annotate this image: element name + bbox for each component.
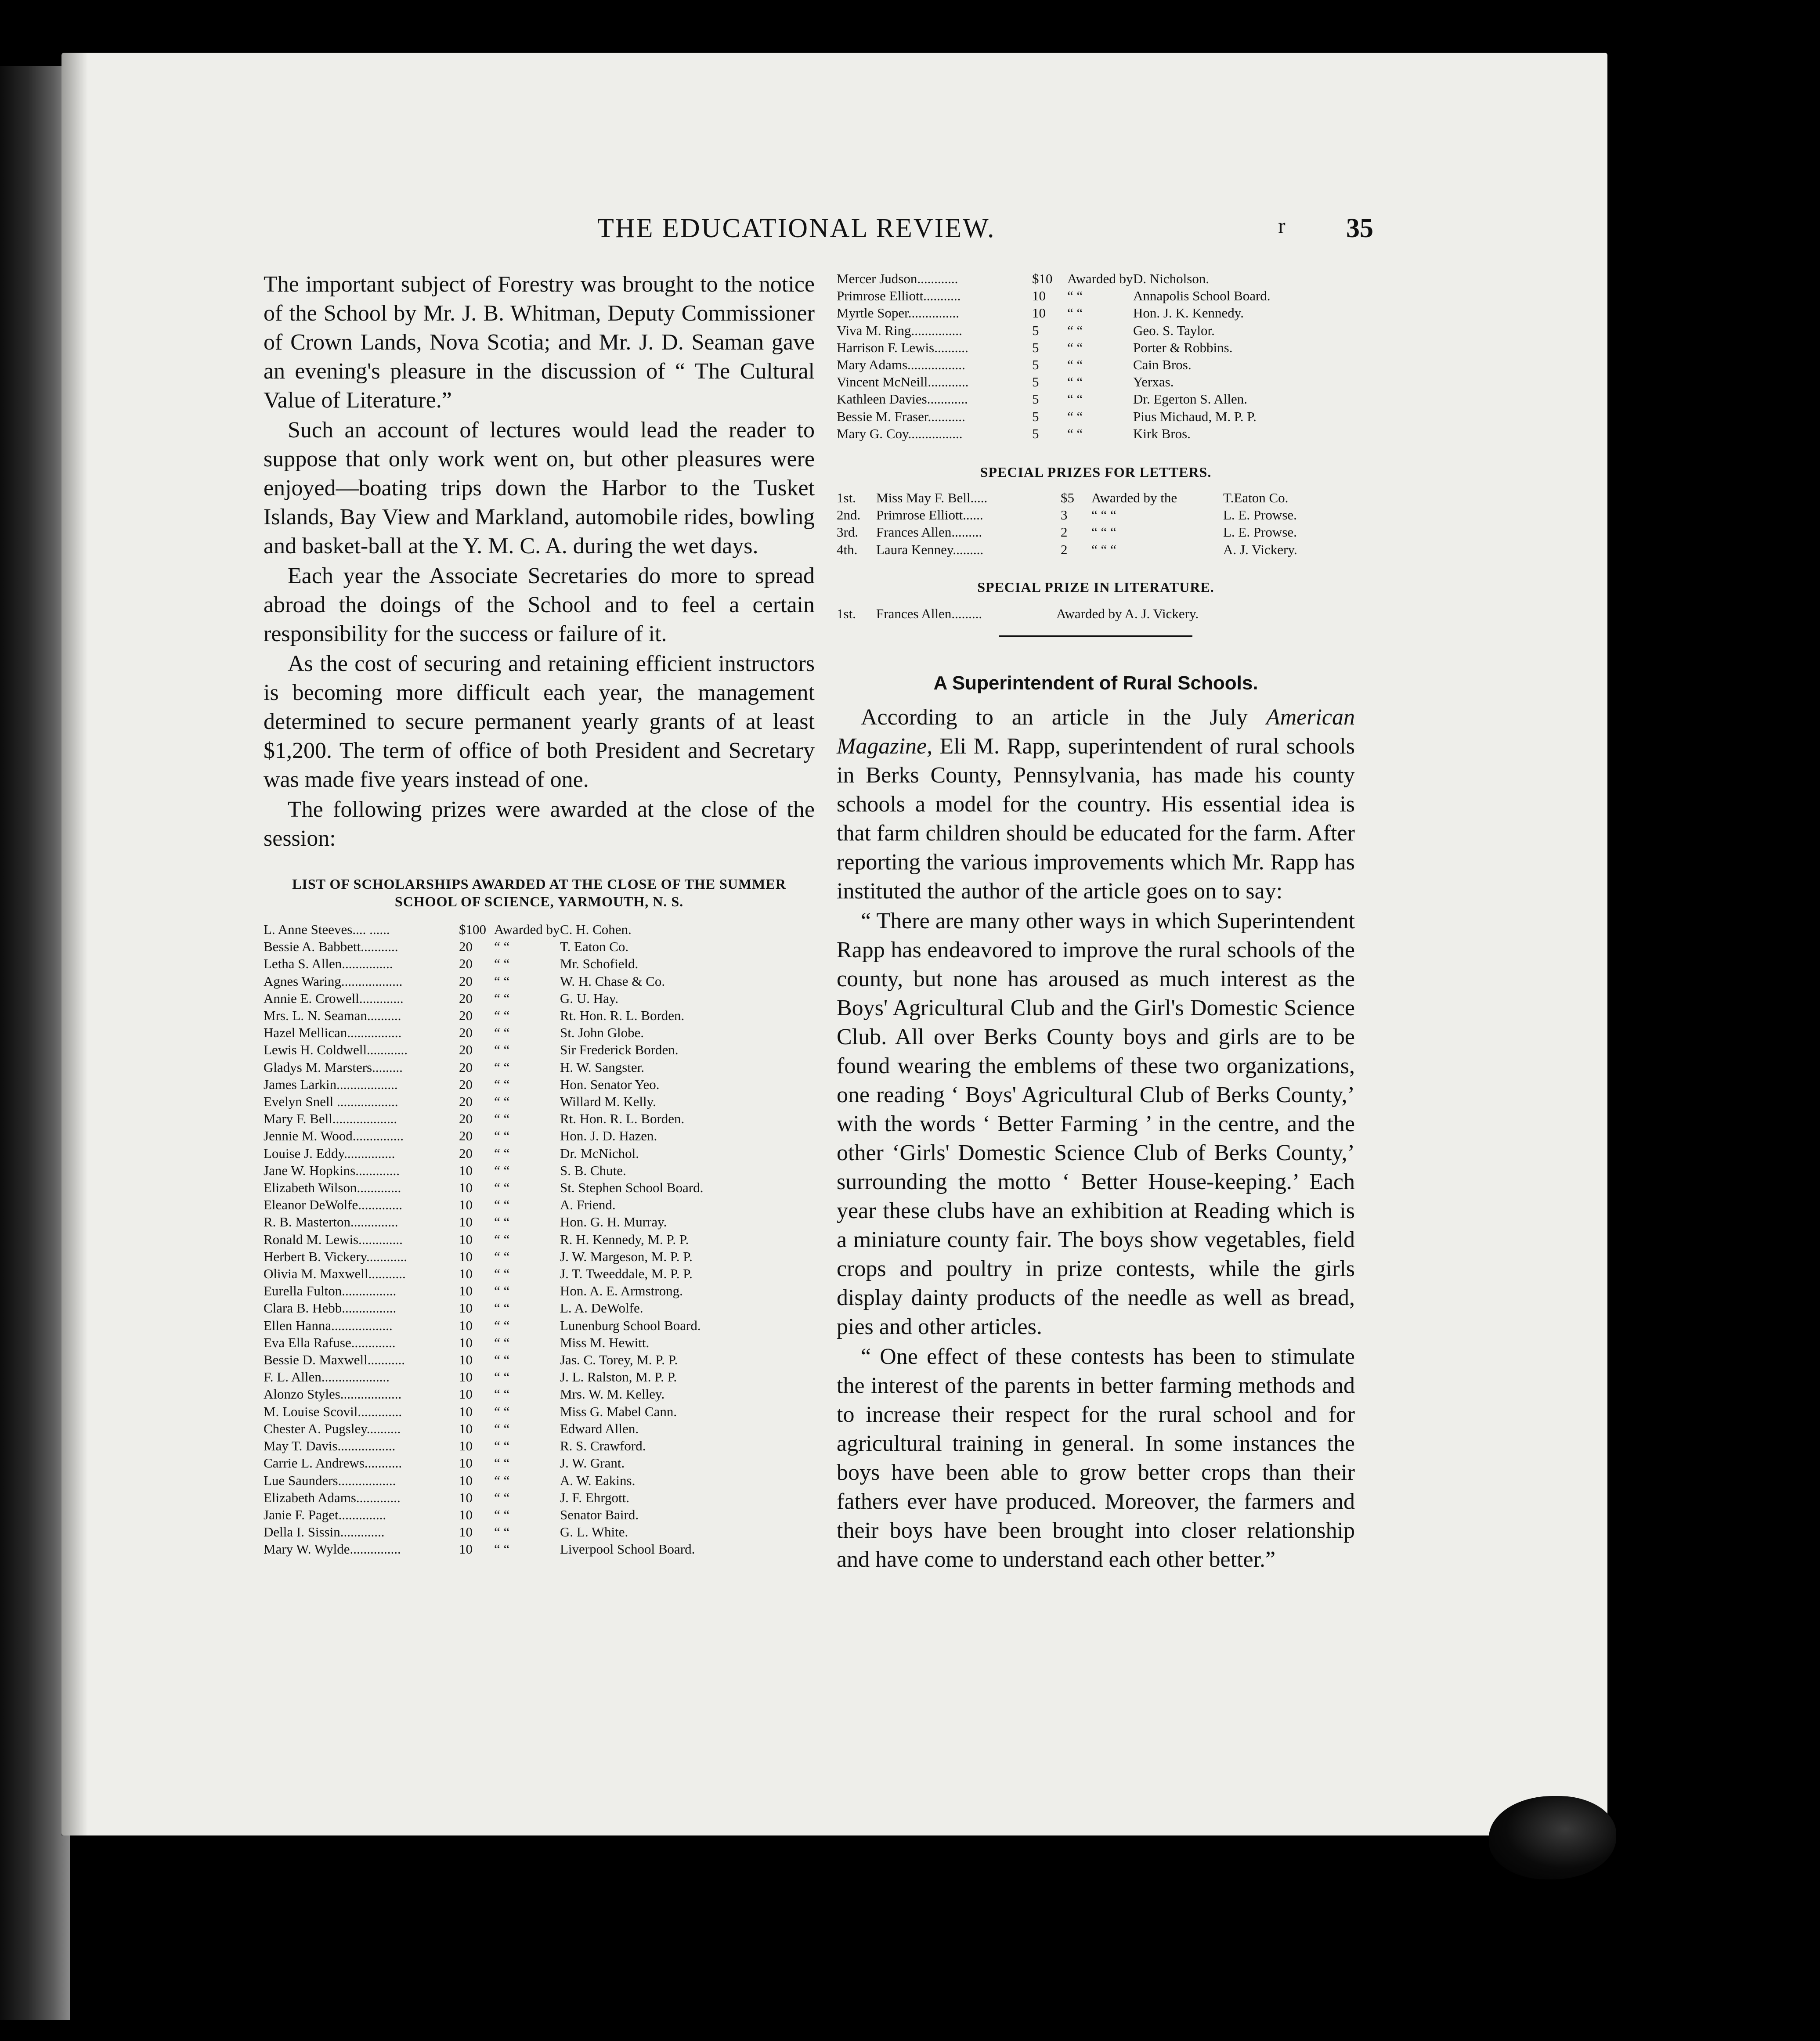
recipient-name: Primrose Elliott........... bbox=[837, 288, 961, 304]
recipient-name: Evelyn Snell .................. bbox=[264, 1094, 398, 1110]
recipient-name: Mary Adams................. bbox=[837, 357, 965, 373]
donor-name: Jas. C. Torey, M. P. P. bbox=[560, 1352, 678, 1368]
prize-amount: 10 bbox=[459, 1507, 473, 1522]
recipient-name: Primrose Elliott...... bbox=[876, 507, 983, 523]
list-item bbox=[264, 1179, 771, 1196]
recipient-name: Lewis H. Coldwell............ bbox=[264, 1042, 408, 1058]
recipient-name: James Larkin.................. bbox=[264, 1076, 398, 1092]
prize-amount: 20 bbox=[459, 939, 473, 955]
donor-name: Hon. J. K. Kennedy. bbox=[1133, 305, 1244, 321]
list-item bbox=[264, 1540, 771, 1558]
awarded-by: “ “ bbox=[1067, 391, 1083, 407]
prize-amount: 10 bbox=[459, 1369, 473, 1385]
awarded-by: “ “ bbox=[494, 973, 510, 989]
list-item bbox=[264, 1403, 771, 1420]
section-divider bbox=[999, 635, 1192, 637]
awarded-by: “ “ “ bbox=[1091, 507, 1116, 523]
recipient-name: Ellen Hanna.................. bbox=[264, 1317, 393, 1333]
list-item bbox=[837, 506, 1355, 523]
prize-amount: $5 bbox=[1061, 490, 1074, 506]
list-item bbox=[837, 356, 1344, 373]
donor-name: L. A. DeWolfe. bbox=[560, 1300, 643, 1316]
literature-heading: SPECIAL PRIZE IN LITERATURE. bbox=[977, 579, 1214, 595]
left-column bbox=[264, 270, 815, 1558]
donor-name: Rt. Hon. R. L. Borden. bbox=[560, 1111, 685, 1127]
awarded-by: “ “ bbox=[494, 1197, 510, 1213]
list-item bbox=[264, 1076, 771, 1093]
list-item bbox=[264, 1265, 771, 1282]
list-item bbox=[264, 1041, 771, 1058]
donor-name: Yerxas. bbox=[1133, 374, 1174, 390]
recipient-name: Eva Ella Rafuse............. bbox=[264, 1334, 396, 1350]
awarded-by: Awarded by bbox=[1067, 271, 1133, 286]
prize-amount: 20 bbox=[459, 1094, 473, 1110]
donor-name: T.Eaton Co. bbox=[1223, 490, 1289, 506]
awarded-by: “ “ bbox=[1067, 339, 1083, 355]
prize-amount: 3 bbox=[1061, 507, 1068, 523]
prize-place: 2nd. bbox=[837, 507, 861, 523]
donor-name: J. W. Margeson, M. P. P. bbox=[560, 1248, 693, 1264]
recipient-name: Mary G. Coy................ bbox=[837, 426, 963, 441]
donor-name: Cain Bros. bbox=[1133, 357, 1192, 373]
list-item bbox=[837, 270, 1344, 287]
right-column bbox=[837, 270, 1355, 1574]
awarded-by: “ “ bbox=[494, 1076, 510, 1092]
prize-amount: 2 bbox=[1061, 541, 1068, 557]
list-item bbox=[837, 339, 1344, 356]
donor-name: D. Nicholson. bbox=[1133, 271, 1210, 286]
prize-amount: 20 bbox=[459, 1128, 473, 1144]
prize-amount: 20 bbox=[459, 1008, 473, 1024]
donor-name: T. Eaton Co. bbox=[560, 939, 629, 955]
list-item bbox=[264, 1282, 771, 1299]
list-item bbox=[837, 408, 1344, 425]
awarded-by: “ “ bbox=[494, 1283, 510, 1299]
header-mark: r bbox=[1278, 213, 1286, 238]
awarded-by: “ “ bbox=[494, 1008, 510, 1024]
donor-name: Willard M. Kelly. bbox=[560, 1094, 656, 1110]
list-item bbox=[264, 921, 771, 938]
awarded-by: “ “ bbox=[1067, 322, 1083, 338]
donor-name: G. L. White. bbox=[560, 1524, 628, 1540]
prize-amount: 20 bbox=[459, 1025, 473, 1041]
recipient-name: Kathleen Davies............ bbox=[837, 391, 968, 407]
prize-amount: 10 bbox=[459, 1455, 473, 1471]
running-header: THE EDUCATIONAL REVIEW. bbox=[597, 213, 996, 243]
paragraph-prizes-intro: The following prizes were awarded at the close of the session: bbox=[264, 797, 815, 851]
donor-name: A. W. Eakins. bbox=[560, 1472, 636, 1488]
prize-amount: 5 bbox=[1032, 426, 1039, 441]
gutter-shadow bbox=[61, 53, 88, 1835]
prize-amount: 20 bbox=[459, 990, 473, 1006]
list-item bbox=[837, 390, 1344, 407]
recipient-name: Vincent McNeill............ bbox=[837, 374, 969, 390]
paragraph-secretaries: Each year the Associate Secretaries do more to spread abroad the doings of the School and to feel a certain responsibility for the success or failure of it. bbox=[264, 563, 815, 646]
book-binding bbox=[0, 66, 70, 2020]
scholarship-table-continued bbox=[837, 270, 1344, 442]
list-item bbox=[837, 322, 1344, 339]
recipient-name: Louise J. Eddy............... bbox=[264, 1145, 395, 1161]
recipient-name: Bessie D. Maxwell........... bbox=[264, 1352, 405, 1368]
prize-amount: 10 bbox=[459, 1283, 473, 1299]
article-paragraph-2: “ There are many other ways in which Superintendent Rapp has endeavored to improve the rural schools of the county, but none has aroused as much interest as the Boys' Agricultural Club and the Girl's Domestic Science Club. All over Berks County boys and girls are to be found wearing the emblems of these two organizations, one reading ‘ Boys' Agricultural Club of Berks County,’ with the words ‘ Better Farming ’ in the centre, and the other ‘Girls' Domestic Science Club of Berks County,’ surrounding the motto ‘ Better House-keeping.’ Each year these clubs have an exhibition at Reading which is a miniature county fair. The boys show vegetables, field crops and poultry in prize contests, while the girls display dainty products of the needle as well as bread, pies and other articles. bbox=[837, 909, 1355, 1340]
list-item bbox=[264, 990, 771, 1007]
scholarship-table bbox=[264, 921, 771, 1558]
list-item bbox=[264, 1162, 771, 1179]
prize-amount: 10 bbox=[459, 1248, 473, 1264]
prize-amount: 10 bbox=[459, 1334, 473, 1350]
awarded-by: “ “ bbox=[494, 990, 510, 1006]
recipient-name: Viva M. Ring............... bbox=[837, 322, 962, 338]
donor-name: S. B. Chute. bbox=[560, 1162, 626, 1178]
recipient-name: Miss May F. Bell..... bbox=[876, 490, 988, 506]
donor-name: Mrs. W. M. Kelley. bbox=[560, 1386, 665, 1402]
list-item bbox=[264, 955, 771, 972]
awarded-by: “ “ “ bbox=[1091, 524, 1116, 540]
list-item bbox=[264, 1110, 771, 1127]
list-item bbox=[264, 938, 771, 955]
prize-amount: 10 bbox=[459, 1266, 473, 1282]
list-item bbox=[264, 1420, 771, 1437]
awarded-by: “ “ bbox=[494, 1300, 510, 1316]
prize-amount: 5 bbox=[1032, 374, 1039, 390]
awarded-by: “ “ bbox=[494, 1266, 510, 1282]
recipient-name: Chester A. Pugsley.......... bbox=[264, 1421, 401, 1436]
awarded-by: “ “ bbox=[494, 1025, 510, 1041]
prize-amount: 2 bbox=[1061, 524, 1068, 540]
article-paragraph-1: According to an article in the July American Magazine, Eli M. Rapp, superintendent of rural schools in Berks County, Pennsylvania, has made his county schools a model for the country. His essential idea is that farm children should be educated for the farm. After reporting the various improvements which Mr. Rapp has instituted the author of the article goes on to say: bbox=[837, 705, 1355, 904]
recipient-name: Herbert B. Vickery............ bbox=[264, 1248, 407, 1264]
recipient-name: Lue Saunders................. bbox=[264, 1472, 396, 1488]
prize-amount: 20 bbox=[459, 1059, 473, 1075]
donor-name: Geo. S. Taylor. bbox=[1133, 322, 1215, 338]
donor-name: Hon. J. D. Hazen. bbox=[560, 1128, 657, 1144]
awarded-by: “ “ bbox=[494, 1042, 510, 1058]
list-item bbox=[837, 287, 1344, 304]
list-item bbox=[264, 1248, 771, 1265]
donor-name: A. Friend. bbox=[560, 1197, 616, 1213]
prize-place: 3rd. bbox=[837, 524, 859, 540]
donor-name: St. Stephen School Board. bbox=[560, 1180, 704, 1196]
literature-award: Awarded by A. J. Vickery. bbox=[1056, 606, 1199, 621]
donor-name: J. F. Ehrgott. bbox=[560, 1489, 629, 1505]
donor-name: G. U. Hay. bbox=[560, 990, 619, 1006]
awarded-by: “ “ bbox=[1067, 374, 1083, 390]
awarded-by: “ “ bbox=[494, 1334, 510, 1350]
list-item bbox=[837, 373, 1344, 390]
donor-name: Edward Allen. bbox=[560, 1421, 639, 1436]
awarded-by: “ “ bbox=[1067, 357, 1083, 373]
donor-name: L. E. Prowse. bbox=[1223, 507, 1297, 523]
awarded-by: “ “ bbox=[494, 1145, 510, 1161]
awarded-by: “ “ bbox=[494, 1438, 510, 1454]
list-item bbox=[264, 1093, 771, 1110]
donor-name: Hon. G. H. Murray. bbox=[560, 1214, 667, 1230]
donor-name: Lunenburg School Board. bbox=[560, 1317, 701, 1333]
donor-name: R. H. Kennedy, M. P. P. bbox=[560, 1231, 689, 1247]
literature-table bbox=[837, 605, 1199, 622]
prize-amount: 5 bbox=[1032, 357, 1039, 373]
prize-amount: 10 bbox=[459, 1214, 473, 1230]
prize-amount: 10 bbox=[459, 1403, 473, 1419]
prize-amount: 10 bbox=[459, 1489, 473, 1505]
prize-amount: 20 bbox=[459, 973, 473, 989]
list-item bbox=[264, 1059, 771, 1076]
awarded-by: “ “ bbox=[494, 1386, 510, 1402]
recipient-name: Agnes Waring.................. bbox=[264, 973, 403, 989]
recipient-name: F. L. Allen.................... bbox=[264, 1369, 390, 1385]
donor-name: Dr. McNichol. bbox=[560, 1145, 639, 1161]
literature-row bbox=[837, 605, 1199, 622]
recipient-name: Elizabeth Adams............. bbox=[264, 1489, 401, 1505]
awarded-by: “ “ bbox=[494, 1507, 510, 1522]
prize-amount: $100 bbox=[459, 922, 486, 937]
prize-amount: 20 bbox=[459, 956, 473, 972]
donor-name: Mr. Schofield. bbox=[560, 956, 639, 972]
article-paragraph-3: “ One effect of these contests has been to stimulate the interest of the parents in better farming methods and to increase their respect for the rural school and for agricultural training in general. In some instances the boys have been able to grow better crops than their fathers ever have produced. Moreover, the farmers and their boys have been brought into closer relationship and have come to understand each other better.” bbox=[837, 1344, 1355, 1572]
list-item bbox=[264, 1145, 771, 1162]
donor-name: A. J. Vickery. bbox=[1223, 541, 1297, 557]
paragraph-pleasures: Such an account of lectures would lead the reader to suppose that only work went on, but other pleasures were enjoyed—boating trips down the Harbor to the Tusket Islands, Bay View and Markland, automobile rides, bowling and basket-ball at the Y. M. C. A. during the wet days. bbox=[264, 418, 815, 559]
page-number: 35 bbox=[1346, 213, 1373, 243]
recipient-name: Harrison F. Lewis.......... bbox=[837, 339, 968, 355]
recipient-name: Frances Allen......... bbox=[876, 524, 982, 540]
list-item bbox=[837, 304, 1344, 321]
recipient-name: Olivia M. Maxwell........... bbox=[264, 1266, 406, 1282]
donor-name: Pius Michaud, M. P. P. bbox=[1133, 408, 1257, 424]
prize-amount: 20 bbox=[459, 1145, 473, 1161]
awarded-by: “ “ bbox=[494, 1352, 510, 1368]
prize-place: 4th. bbox=[837, 541, 858, 557]
donor-name: Sir Frederick Borden. bbox=[560, 1042, 679, 1058]
donor-name: Kirk Bros. bbox=[1133, 426, 1191, 441]
prize-amount: 5 bbox=[1032, 408, 1039, 424]
recipient-name: Bessie M. Fraser........... bbox=[837, 408, 965, 424]
donor-name: C. H. Cohen. bbox=[560, 922, 632, 937]
recipient-name: Elizabeth Wilson............. bbox=[264, 1180, 401, 1196]
prize-amount: 10 bbox=[459, 1421, 473, 1436]
prize-amount: 10 bbox=[459, 1472, 473, 1488]
recipient-name: Ronald M. Lewis............. bbox=[264, 1231, 403, 1247]
recipient-name: Della I. Sissin............. bbox=[264, 1524, 385, 1540]
paragraph-forestry: The important subject of Forestry was brought to the notice of the School by Mr. J. B. Whitman, Deputy Commissioner of Crown Lands, Nova Scotia; and Mr. J. D. Seaman gave an evening's pleasure in the discussion of “ The Cultural Value of Literature.” bbox=[264, 272, 815, 413]
recipient-name: M. Louise Scovil............. bbox=[264, 1403, 402, 1419]
prize-amount: 20 bbox=[459, 1076, 473, 1092]
awarded-by: “ “ bbox=[494, 1094, 510, 1110]
list-item bbox=[264, 1437, 771, 1454]
awarded-by: “ “ bbox=[494, 1455, 510, 1471]
donor-name: Senator Baird. bbox=[560, 1507, 639, 1522]
awarded-by: “ “ bbox=[494, 1059, 510, 1075]
donor-name: Hon. A. E. Armstrong. bbox=[560, 1283, 683, 1299]
donor-name: W. H. Chase & Co. bbox=[560, 973, 665, 989]
donor-name: J. T. Tweeddale, M. P. P. bbox=[560, 1266, 693, 1282]
prize-amount: 20 bbox=[459, 1042, 473, 1058]
awarded-by: Awarded by bbox=[494, 922, 560, 937]
prize-amount: 10 bbox=[459, 1524, 473, 1540]
prize-amount: 10 bbox=[459, 1300, 473, 1316]
list-item bbox=[264, 973, 771, 990]
list-item bbox=[264, 1523, 771, 1540]
letters-heading: SPECIAL PRIZES FOR LETTERS. bbox=[980, 464, 1212, 480]
prize-amount: 10 bbox=[459, 1541, 473, 1557]
awarded-by: “ “ bbox=[494, 1421, 510, 1436]
donor-name: J. L. Ralston, M. P. P. bbox=[560, 1369, 677, 1385]
recipient-name: Alonzo Styles.................. bbox=[264, 1386, 402, 1402]
awarded-by: “ “ bbox=[494, 1317, 510, 1333]
recipient-name: Bessie A. Babbett........... bbox=[264, 939, 398, 955]
list-item bbox=[264, 1024, 771, 1041]
list-item bbox=[264, 1231, 771, 1248]
donor-name: Dr. Egerton S. Allen. bbox=[1133, 391, 1248, 407]
recipient-name: Jane W. Hopkins............. bbox=[264, 1162, 400, 1178]
prize-amount: 10 bbox=[459, 1438, 473, 1454]
recipient-name: R. B. Masterton.............. bbox=[264, 1214, 398, 1230]
awarded-by: “ “ bbox=[1067, 305, 1083, 321]
paragraph-grants: As the cost of securing and retaining efficient instructors is becoming more difficult each year, the management determined to secure permanent yearly grants of at least $1,200. The term of office of both President and Secretary was made five years instead of one. bbox=[264, 651, 815, 792]
donor-name: Miss M. Hewitt. bbox=[560, 1334, 650, 1350]
donor-name: St. John Globe. bbox=[560, 1025, 644, 1041]
donor-name: Miss G. Mabel Cann. bbox=[560, 1403, 677, 1419]
prize-amount: 10 bbox=[459, 1352, 473, 1368]
list-item bbox=[264, 1007, 771, 1024]
list-item bbox=[264, 1127, 771, 1144]
awarded-by: “ “ bbox=[1067, 408, 1083, 424]
recipient-name: Janie F. Paget.............. bbox=[264, 1507, 386, 1522]
list-item bbox=[264, 1351, 771, 1368]
donor-name: R. S. Crawford. bbox=[560, 1438, 646, 1454]
article-title: A Superintendent of Rural Schools. bbox=[933, 672, 1258, 694]
list-item bbox=[837, 523, 1355, 541]
recipient-name: Gladys M. Marsters......... bbox=[264, 1059, 403, 1075]
awarded-by: “ “ “ bbox=[1091, 541, 1116, 557]
prize-amount: 10 bbox=[1032, 305, 1046, 321]
prize-amount: 10 bbox=[1032, 288, 1046, 304]
awarded-by: “ “ bbox=[494, 1489, 510, 1505]
recipient-name: Laura Kenney......... bbox=[876, 541, 984, 557]
prize-amount: 5 bbox=[1032, 339, 1039, 355]
awarded-by: “ “ bbox=[1067, 288, 1083, 304]
list-item bbox=[264, 1299, 771, 1316]
prize-amount: 10 bbox=[459, 1197, 473, 1213]
donor-name: Annapolis School Board. bbox=[1133, 288, 1271, 304]
prize-amount: 10 bbox=[459, 1180, 473, 1196]
recipient-name: Carrie L. Andrews........... bbox=[264, 1455, 402, 1471]
awarded-by: “ “ bbox=[494, 1128, 510, 1144]
recipient-name: May T. Davis................. bbox=[264, 1438, 396, 1454]
recipient-name: Eleanor DeWolfe............. bbox=[264, 1197, 403, 1213]
recipient-name: Mercer Judson............ bbox=[837, 271, 958, 286]
literature-place: 1st. bbox=[837, 606, 856, 621]
donor-name: Liverpool School Board. bbox=[560, 1541, 695, 1557]
awarded-by: “ “ bbox=[1067, 426, 1083, 441]
recipient-name: Jennie M. Wood............... bbox=[264, 1128, 404, 1144]
recipient-name: Hazel Mellican................ bbox=[264, 1025, 402, 1041]
prize-amount: 10 bbox=[459, 1231, 473, 1247]
binder-clip bbox=[1489, 1796, 1616, 1879]
list-item bbox=[837, 425, 1344, 442]
list-item bbox=[264, 1368, 771, 1385]
list-item bbox=[264, 1334, 771, 1351]
awarded-by: “ “ bbox=[494, 1524, 510, 1540]
awarded-by: “ “ bbox=[494, 1403, 510, 1419]
awarded-by: “ “ bbox=[494, 1214, 510, 1230]
list-item bbox=[264, 1489, 771, 1506]
prize-amount: 20 bbox=[459, 1111, 473, 1127]
donor-name: J. W. Grant. bbox=[560, 1455, 625, 1471]
prize-place: 1st. bbox=[837, 490, 856, 506]
recipient-name: Mary F. Bell................... bbox=[264, 1111, 397, 1127]
donor-name: H. W. Sangster. bbox=[560, 1059, 645, 1075]
list-item bbox=[837, 541, 1355, 558]
letters-table bbox=[837, 489, 1355, 558]
prize-amount: 5 bbox=[1032, 391, 1039, 407]
recipient-name: Letha S. Allen............... bbox=[264, 956, 393, 972]
prize-amount: 5 bbox=[1032, 322, 1039, 338]
list-item bbox=[264, 1506, 771, 1523]
scholarship-list-heading: LIST OF SCHOLARSHIPS AWARDED AT THE CLOSE OF THE SUMMER SCHOOL OF SCIENCE, YARMOUTH, N. S. bbox=[292, 876, 786, 909]
prize-amount: $10 bbox=[1032, 271, 1053, 286]
list-item bbox=[264, 1385, 771, 1403]
list-item bbox=[264, 1196, 771, 1213]
awarded-by: “ “ bbox=[494, 1541, 510, 1557]
awarded-by: “ “ bbox=[494, 1472, 510, 1488]
recipient-name: Mary W. Wylde............... bbox=[264, 1541, 401, 1557]
awarded-by: “ “ bbox=[494, 1248, 510, 1264]
list-item bbox=[264, 1213, 771, 1230]
donor-name: Hon. Senator Yeo. bbox=[560, 1076, 660, 1092]
donor-name: L. E. Prowse. bbox=[1223, 524, 1297, 540]
list-item bbox=[264, 1317, 771, 1334]
recipient-name: Eurella Fulton................ bbox=[264, 1283, 397, 1299]
prize-amount: 10 bbox=[459, 1386, 473, 1402]
prize-amount: 10 bbox=[459, 1162, 473, 1178]
donor-name: Rt. Hon. R. L. Borden. bbox=[560, 1008, 685, 1024]
donor-name: Porter & Robbins. bbox=[1133, 339, 1233, 355]
prize-amount: 10 bbox=[459, 1317, 473, 1333]
awarded-by: “ “ bbox=[494, 1369, 510, 1385]
literature-name: Frances Allen......... bbox=[876, 606, 982, 621]
list-item bbox=[837, 489, 1355, 506]
recipient-name: Clara B. Hebb................ bbox=[264, 1300, 397, 1316]
list-item bbox=[264, 1454, 771, 1471]
awarded-by: “ “ bbox=[494, 1231, 510, 1247]
recipient-name: Annie E. Crowell............. bbox=[264, 990, 404, 1006]
list-item bbox=[264, 1472, 771, 1489]
awarded-by: “ “ bbox=[494, 1111, 510, 1127]
awarded-by: “ “ bbox=[494, 1162, 510, 1178]
recipient-name: L. Anne Steeves.... ...... bbox=[264, 922, 390, 937]
recipient-name: Myrtle Soper............... bbox=[837, 305, 959, 321]
recipient-name: Mrs. L. N. Seaman.......... bbox=[264, 1008, 401, 1024]
awarded-by: Awarded by the bbox=[1091, 490, 1177, 506]
awarded-by: “ “ bbox=[494, 1180, 510, 1196]
awarded-by: “ “ bbox=[494, 939, 510, 955]
awarded-by: “ “ bbox=[494, 956, 510, 972]
